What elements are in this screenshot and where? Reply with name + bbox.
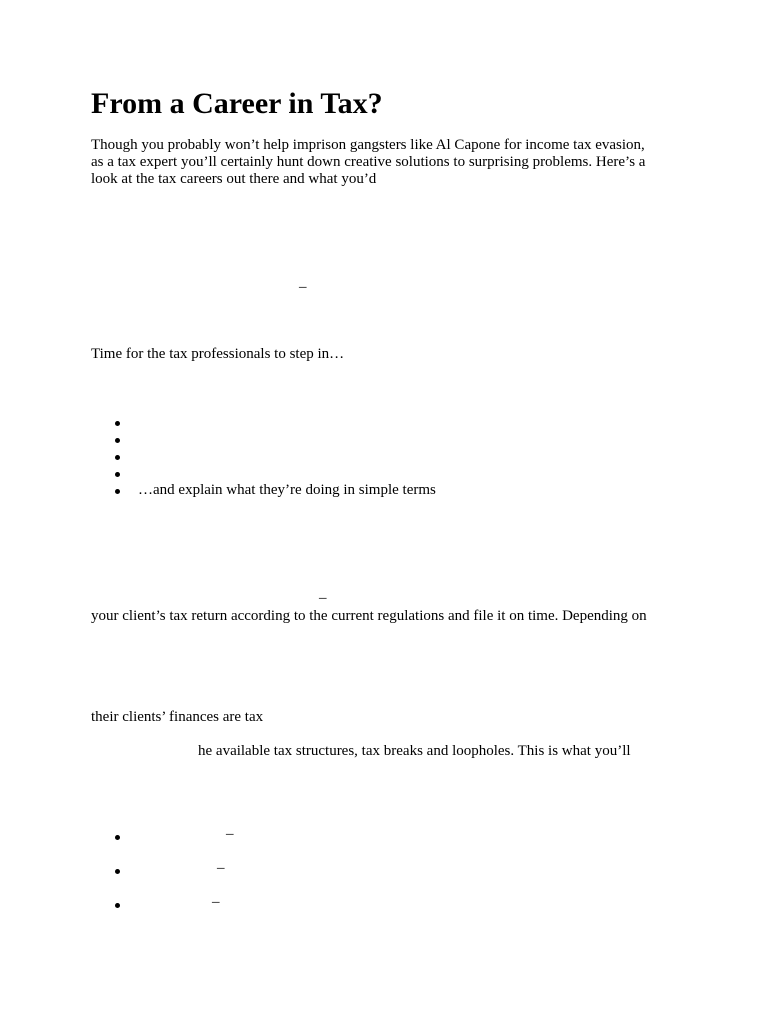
intro-line-1: Though you probably won’t help imprison gangsters like Al Capone for income tax evasion, [91, 137, 645, 153]
list-item [114, 415, 122, 432]
list-item [114, 829, 122, 846]
list-item [114, 432, 122, 449]
tax-return-line: your client’s tax return according to the current regulations and file it on time. Depending on [91, 608, 647, 624]
list-item-dash: – [212, 894, 220, 910]
intro-paragraph [91, 137, 645, 188]
list-item [114, 466, 122, 483]
time-for-paragraph: Time for the tax professionals to step in… [91, 346, 345, 362]
list-item [114, 449, 122, 466]
dash-fragment-1: – [299, 279, 307, 295]
intro-line-2: as a tax expert you’ll certainly hunt down creative solutions to surprising problems. Here’s a [91, 154, 646, 170]
list-item [114, 863, 122, 880]
list-item-dash: – [217, 860, 225, 876]
list-item-dash: – [226, 826, 234, 842]
tax-structures-line: he available tax structures, tax breaks and loopholes. This is what you’ll [198, 743, 631, 759]
dash-fragment-2: – [319, 590, 327, 606]
page-title: From a Career in Tax? [91, 87, 383, 120]
list-item [114, 483, 122, 500]
list-item [114, 897, 122, 914]
list-item-explain-text: …and explain what they’re doing in simple terms [138, 482, 436, 498]
intro-line-3: look at the tax careers out there and what you’d [91, 171, 377, 187]
finances-line: their clients’ finances are tax [91, 709, 264, 725]
